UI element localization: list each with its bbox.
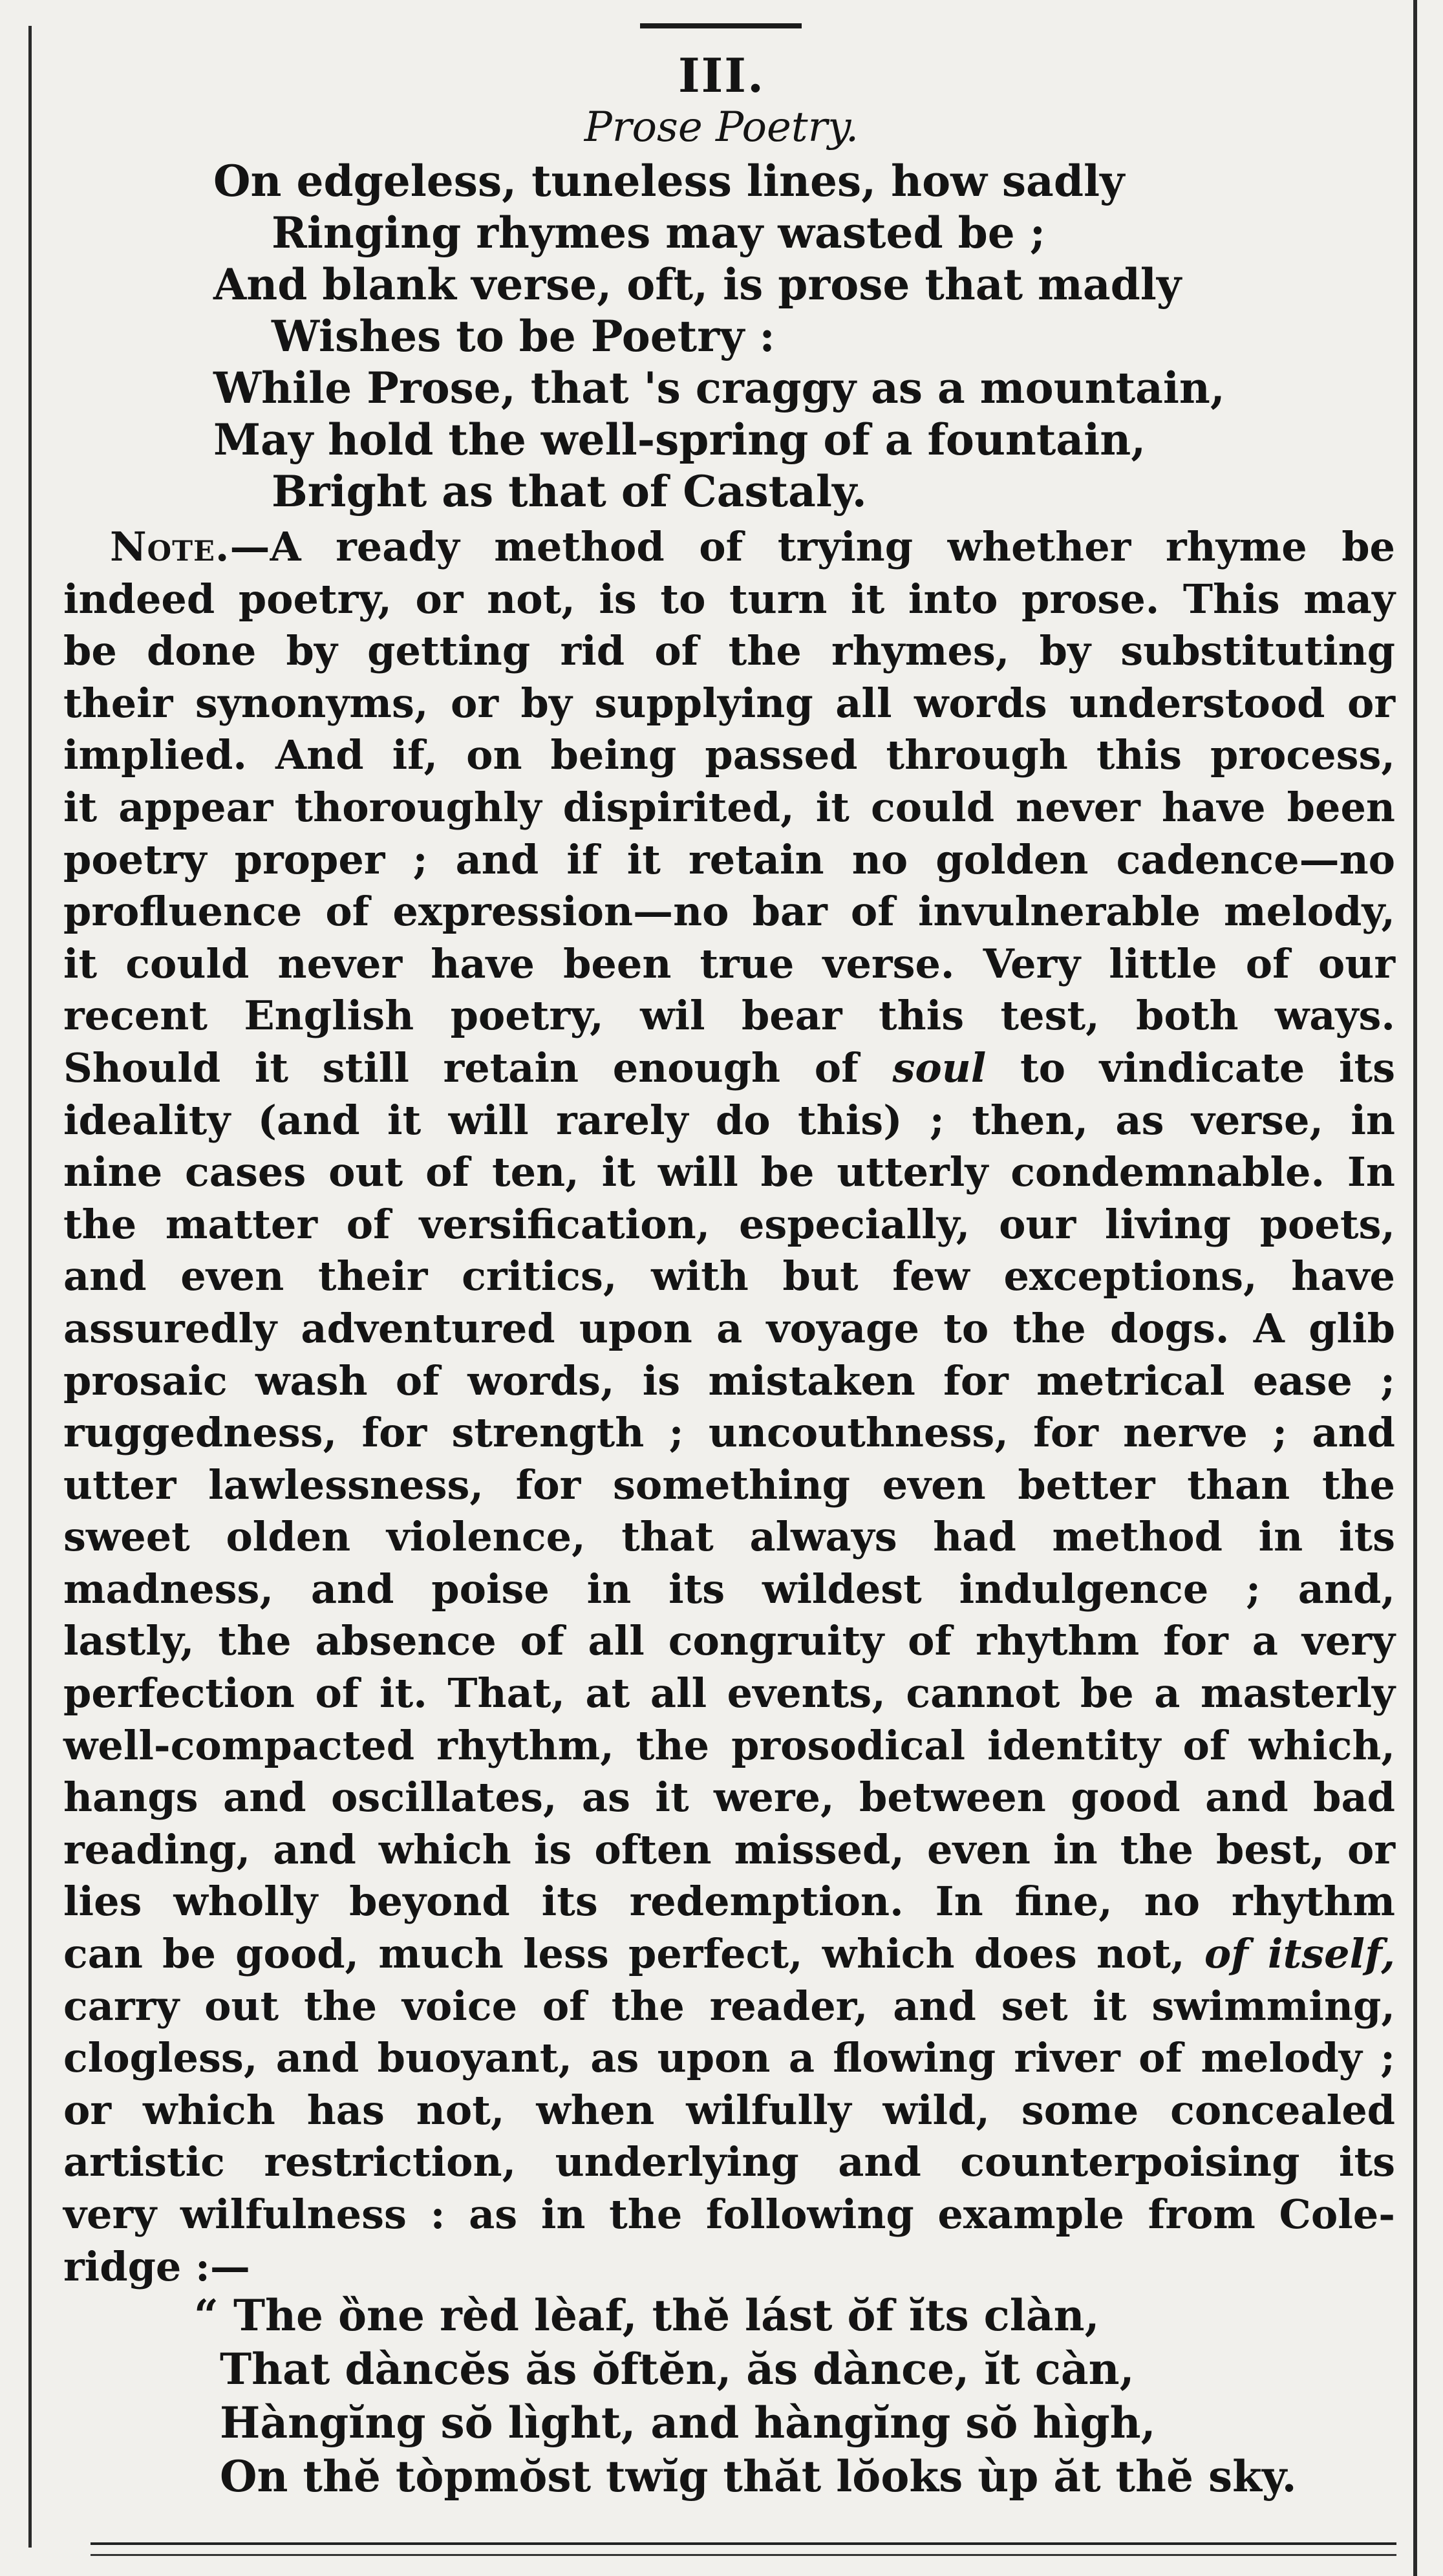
note-line-text: to vindicate its [1020,1044,1395,1091]
poem-stanza [213,155,1225,517]
note-line: ridge :— [63,2242,250,2290]
quote-line: “ The ȍne rèd lèaf, thĕ lást ŏf ĭts clàn, [194,2290,1100,2341]
note-line: utter lawlessness, for something even better than the [63,1461,1395,1508]
left-column-rule [28,26,32,2548]
poem-line: Ringing rhymes may wasted be ; [272,208,1046,258]
note-line: assuredly adventured upon a voyage to the dogs. A glib [63,1304,1395,1352]
italic-word: soul [892,1044,987,1091]
note-line: hangs and oscillates, as it were, between good and bad [63,1774,1395,1821]
quoted-verse [194,2289,1297,2504]
quote-line: Hàngĭng sŏ lìght, and hàngĭng sŏ hìgh, [220,2398,1156,2448]
poem-line: Wishes to be Poetry : [272,311,775,361]
note-label: Note. [110,523,230,570]
note-line: their synonyms, or by supplying all words understood or [63,679,1395,727]
note-line: perfection of it. That, at all events, cannot be a masterly [63,1669,1395,1717]
note-line: sweet olden violence, that always had method in its [63,1513,1395,1561]
note-line: madness, and poise in its wildest indulgence ; and, [63,1565,1395,1613]
note-line: be done by getting rid of the rhymes, by substituting [63,627,1395,675]
top-rule [640,23,802,28]
note-line: recent English poetry, wil bear this test, both ways. [63,992,1395,1040]
note-line: poetry proper ; and if it retain no golden cadence—no [63,835,1395,883]
note-line-text: can be good, much less perfect, which does not, [63,1930,1185,1978]
poem-line: May hold the well-spring of a fountain, [213,414,1146,465]
poem-line: On edgeless, tuneless lines, how sadly [213,156,1125,206]
note-line: profluence of expression—no bar of invulnerable melody, [63,888,1395,936]
note-line: artistic restriction, underlying and counterpoising its [63,2138,1395,2186]
section-title: Prose Poetry. [584,103,859,151]
note-line-text: Should it still retain enough of [63,1044,859,1091]
note-line [63,1928,1395,1980]
note-line: reading, and which is often missed, even in the best, or [63,1825,1395,1873]
right-column-rule [1413,0,1417,2576]
note-line: or which has not, when wilfully wild, some concealed [63,2086,1395,2134]
italic-phrase: of itself, [1204,1930,1396,1978]
section-numeral: III. [678,48,765,103]
note-line: well-compacted rhythm, the prosodical identity of which, [63,1721,1395,1769]
note-line: ruggedness, for strength ; uncouthness, for nerve ; and [63,1409,1395,1457]
note-line [63,521,1395,574]
note-line: the matter of versification, especially, our living poets, [63,1200,1395,1248]
note-line: and even their critics, with but few exceptions, have [63,1252,1395,1300]
note-line: it could never have been true verse. Very little of our [63,939,1395,987]
note-line: carry out the voice of the reader, and set it swimming, [63,1982,1395,2030]
note-line: clogless, and buoyant, as upon a flowing river of melody ; [63,2034,1395,2082]
note-line: lies wholly beyond its redemption. In fine, no rhythm [63,1878,1395,1926]
note-line-text: —A ready method of trying whether rhyme be [230,523,1395,570]
bottom-rule [91,2554,1396,2556]
bottom-rule [91,2542,1396,2545]
quote-line: On thĕ tòpmŏst twĭg thăt lŏoks ùp ăt thĕ sky. [220,2451,1297,2502]
note-paragraph [63,521,1395,2293]
note-line: implied. And if, on being passed through this process, [63,731,1395,779]
note-line: it appear thoroughly dispirited, it could never have been [63,783,1395,831]
note-line: ideality (and it will rarely do this) ; then, as verse, in [63,1096,1395,1144]
note-line: nine cases out of ten, it will be utterly condemnable. In [63,1148,1395,1196]
note-line: very wilfulness : as in the following example from Cole- [63,2191,1395,2238]
note-line: lastly, the absence of all congruity of rhythm for a very [63,1617,1395,1665]
quote-line: That dàncĕs ăs ŏftĕn, ăs dànce, ĭt càn, [220,2344,1135,2394]
poem-line: Bright as that of Castaly. [272,466,867,517]
poem-line: And blank verse, oft, is prose that madly [213,259,1182,310]
poem-line: While Prose, that 's craggy as a mountain, [213,363,1225,413]
note-line: prosaic wash of words, is mistaken for metrical ease ; [63,1357,1395,1404]
note-line [63,1042,1395,1095]
note-line: indeed poetry, or not, is to turn it into prose. This may [63,575,1395,623]
